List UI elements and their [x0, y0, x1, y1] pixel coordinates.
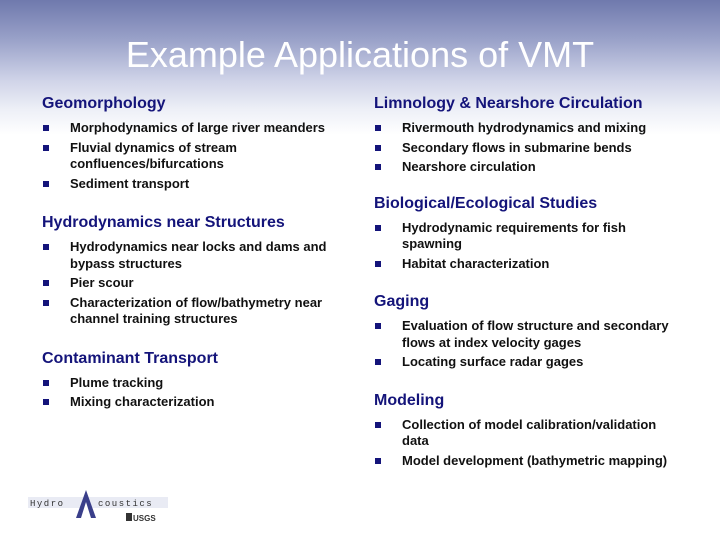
list-item	[374, 453, 684, 470]
bullet-square-icon	[43, 380, 49, 386]
list-item-text: Habitat characterization	[402, 255, 550, 271]
section-modeling	[374, 391, 684, 470]
list-item	[42, 176, 362, 193]
list-item-text: Secondary flows in submarine bends	[402, 139, 632, 155]
list-item	[42, 140, 362, 173]
bullet-list	[374, 417, 684, 470]
bullet-list	[374, 120, 684, 176]
section-heading: Geomorphology	[42, 95, 166, 112]
logo-agency-text: USGS	[133, 514, 156, 523]
list-item	[374, 318, 684, 351]
list-item	[42, 239, 362, 272]
bullet-square-icon	[43, 145, 49, 151]
bullet-list	[42, 120, 362, 192]
section-contaminant-transport	[42, 349, 362, 411]
section-biological	[374, 194, 684, 273]
list-item	[42, 275, 362, 292]
list-item-text: Model development (bathymetric mapping)	[402, 452, 668, 468]
bullet-square-icon	[375, 125, 381, 131]
bullet-list	[374, 220, 684, 273]
logo-text-right: coustics	[98, 499, 154, 509]
list-item-text: Hydrodynamic requirements for fish spawning	[402, 219, 626, 251]
section-heading: Biological/Ecological Studies	[374, 194, 598, 212]
list-item	[374, 417, 684, 450]
list-item-text: Mixing characterization	[70, 394, 215, 409]
bullet-square-icon	[375, 458, 381, 464]
list-item-text: Hydrodynamics near locks and dams and bypass structures	[70, 239, 327, 271]
section-heading: Limnology & Nearshore Circulation	[374, 95, 643, 112]
list-item	[374, 354, 684, 371]
bullet-square-icon	[375, 225, 381, 231]
logo-text-left: Hydro	[30, 499, 65, 509]
right-column	[374, 94, 684, 469]
bullet-square-icon	[43, 300, 49, 306]
bullet-square-icon	[43, 181, 49, 187]
left-column	[42, 94, 362, 411]
bullet-list	[42, 375, 362, 411]
list-item	[374, 140, 684, 157]
list-item	[42, 375, 362, 392]
slide-title: Example Applications of VMT	[125, 34, 595, 75]
bullet-square-icon	[375, 323, 381, 329]
section-heading: Hydrodynamics near Structures	[42, 214, 285, 231]
section-heading: Gaging	[374, 293, 430, 310]
bullet-square-icon	[43, 399, 49, 405]
list-item-text: Locating surface radar gages	[402, 354, 584, 369]
bullet-square-icon	[43, 125, 49, 131]
hydroacoustics-logo	[28, 488, 168, 528]
section-heading: Modeling	[374, 391, 445, 409]
list-item-text: Evaluation of flow structure and secondary flows at index velocity gages	[402, 318, 669, 350]
list-item	[42, 394, 362, 411]
list-item	[374, 120, 684, 137]
bullet-square-icon	[375, 359, 381, 365]
list-item	[374, 159, 684, 176]
section-geomorphology	[42, 94, 362, 192]
list-item	[374, 256, 684, 273]
usgs-mark-icon	[126, 513, 132, 521]
list-item-text: Sediment transport	[70, 175, 190, 191]
bullet-square-icon	[375, 261, 381, 267]
list-item-text: Collection of model calibration/validation data	[402, 416, 657, 448]
bullet-square-icon	[375, 422, 381, 428]
list-item	[42, 295, 362, 328]
list-item-text: Nearshore circulation	[402, 159, 536, 174]
section-heading: Contaminant Transport	[42, 349, 219, 367]
list-item	[42, 120, 362, 137]
list-item-text: Fluvial dynamics of stream confluences/bifurcations	[70, 139, 237, 171]
list-item-text: Characterization of flow/bathymetry near channel training structures	[70, 294, 323, 326]
bullet-square-icon	[43, 280, 49, 286]
list-item-text: Rivermouth hydrodynamics and mixing	[402, 120, 647, 135]
bullet-list	[42, 239, 362, 328]
list-item-text: Plume tracking	[70, 374, 164, 390]
bullet-list	[374, 318, 684, 371]
list-item-text: Pier scour	[70, 275, 134, 290]
list-item	[374, 220, 684, 253]
section-hydrodynamics-structures	[42, 213, 362, 328]
section-limnology	[374, 94, 684, 176]
section-gaging	[374, 292, 684, 371]
list-item-text: Morphodynamics of large river meanders	[70, 120, 326, 135]
bullet-square-icon	[375, 164, 381, 170]
bullet-square-icon	[43, 244, 49, 250]
bullet-square-icon	[375, 145, 381, 151]
